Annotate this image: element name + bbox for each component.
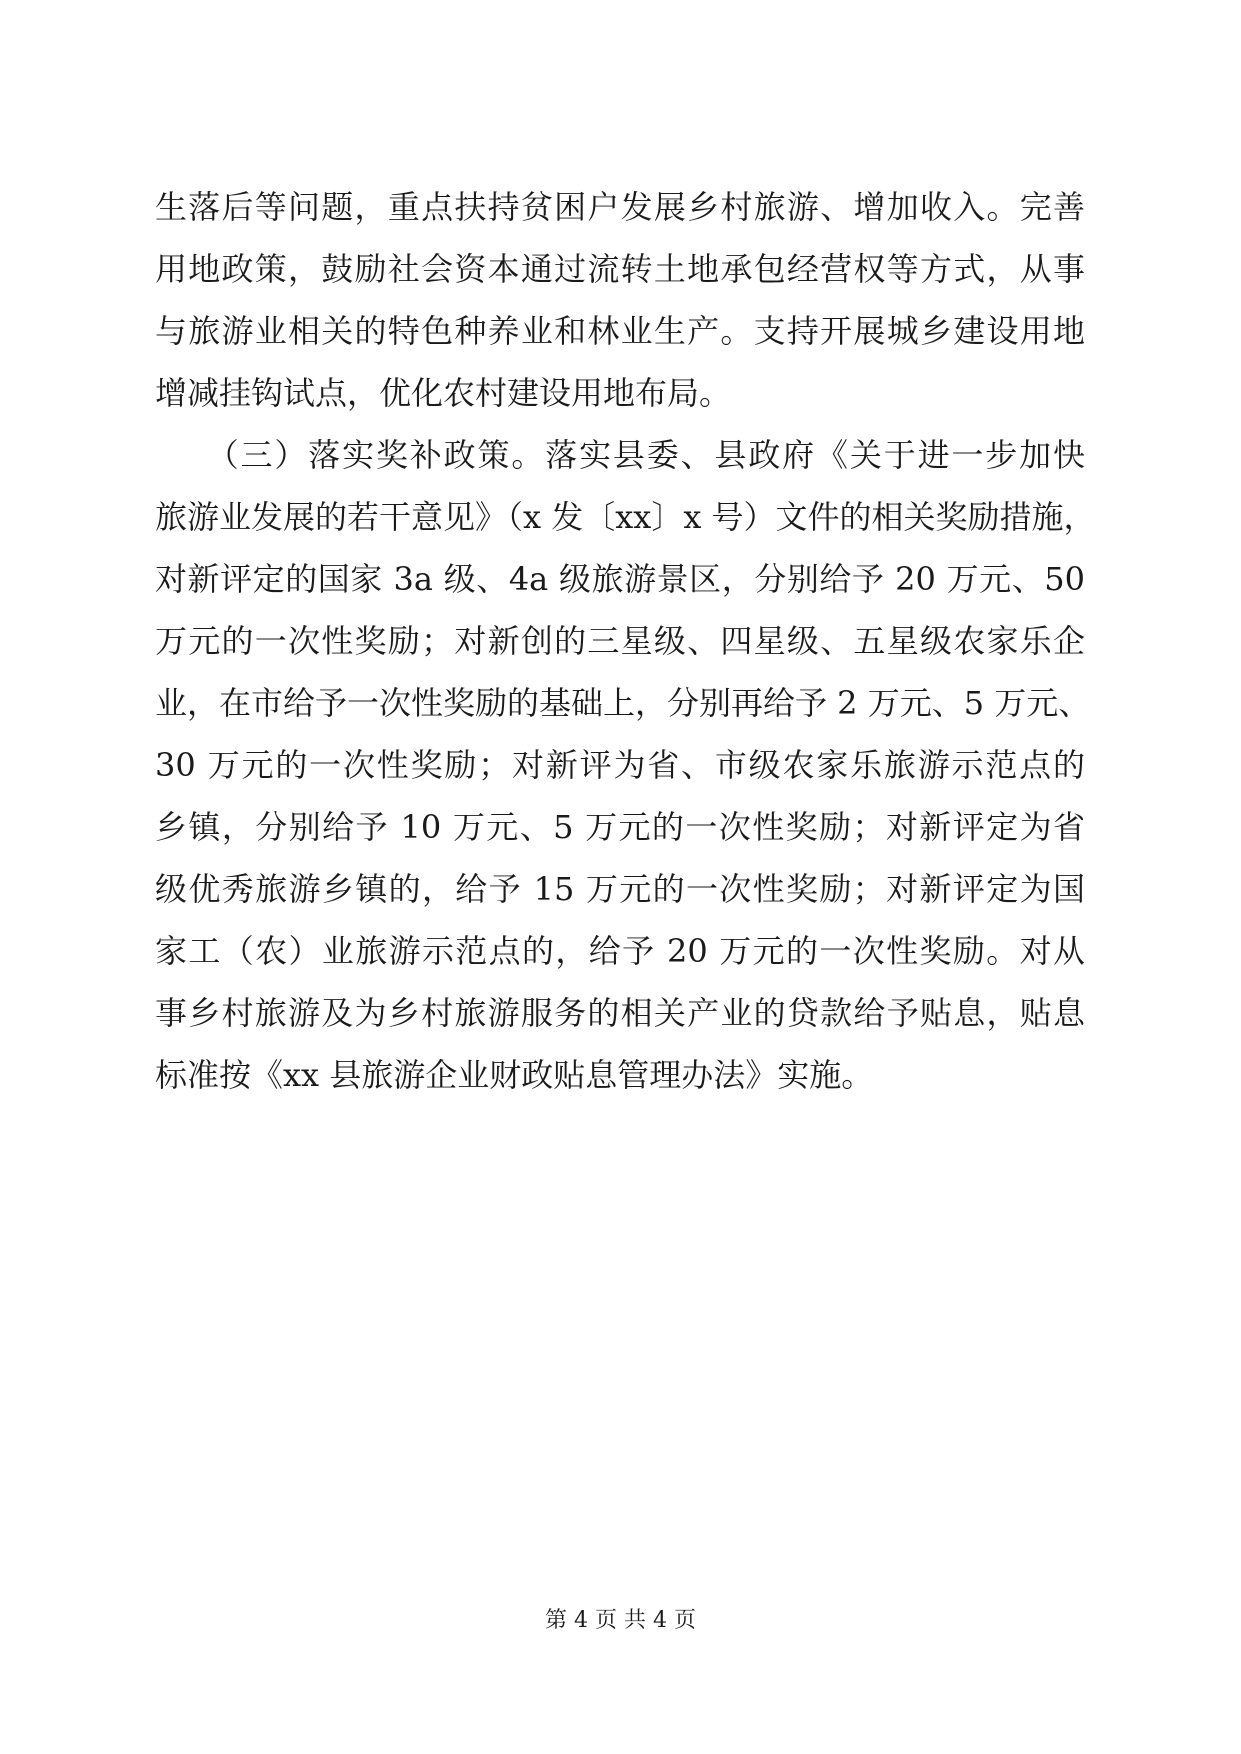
text-line: 用地政策，鼓励社会资本通过流转土地承包经营权等方式，从事 — [155, 250, 1085, 288]
text-line: 家工（农）业旅游示范点的，给予 20 万元的一次性奖励。对从 — [155, 932, 1085, 970]
text-line: 乡镇，分别给予 10 万元、5 万元的一次性奖励；对新评定为省 — [155, 808, 1085, 846]
text-line: 事乡村旅游及为乡村旅游服务的相关产业的贷款给予贴息，贴息 — [155, 994, 1085, 1032]
body-text — [155, 176, 1096, 1106]
text-line: 生落后等问题，重点扶持贫困户发展乡村旅游、增加收入。完善 — [155, 188, 1085, 226]
page-number-label: 第 4 页 共 4 页 — [545, 1608, 696, 1633]
page-footer — [0, 1606, 1241, 1636]
text-line: 标准按《xx 县旅游企业财政贴息管理办法》实施。 — [155, 1056, 874, 1094]
text-line: 对新评定的国家 3a 级、4a 级旅游景区，分别给予 20 万元、50 — [155, 560, 1085, 598]
text-line: 级优秀旅游乡镇的，给予 15 万元的一次性奖励；对新评定为国 — [155, 870, 1085, 908]
text-line: （三）落实奖补政策。落实县委、县政府《关于进一步加快 — [155, 436, 1085, 474]
text-line: 增减挂钩试点，优化农村建设用地布局。 — [155, 374, 732, 412]
text-line: 业，在市给予一次性奖励的基础上，分别再给予 2 万元、5 万元、 — [155, 684, 1091, 722]
text-line: 旅游业发展的若干意见》（x 发〔xx〕x 号）文件的相关奖励措施， — [155, 498, 1096, 536]
text-line: 30 万元的一次性奖励；对新评为省、市级农家乐旅游示范点的 — [155, 746, 1085, 784]
text-line: 与旅游业相关的特色种养业和林业生产。支持开展城乡建设用地 — [155, 312, 1085, 350]
text-line: 万元的一次性奖励；对新创的三星级、四星级、五星级农家乐企 — [155, 622, 1085, 660]
